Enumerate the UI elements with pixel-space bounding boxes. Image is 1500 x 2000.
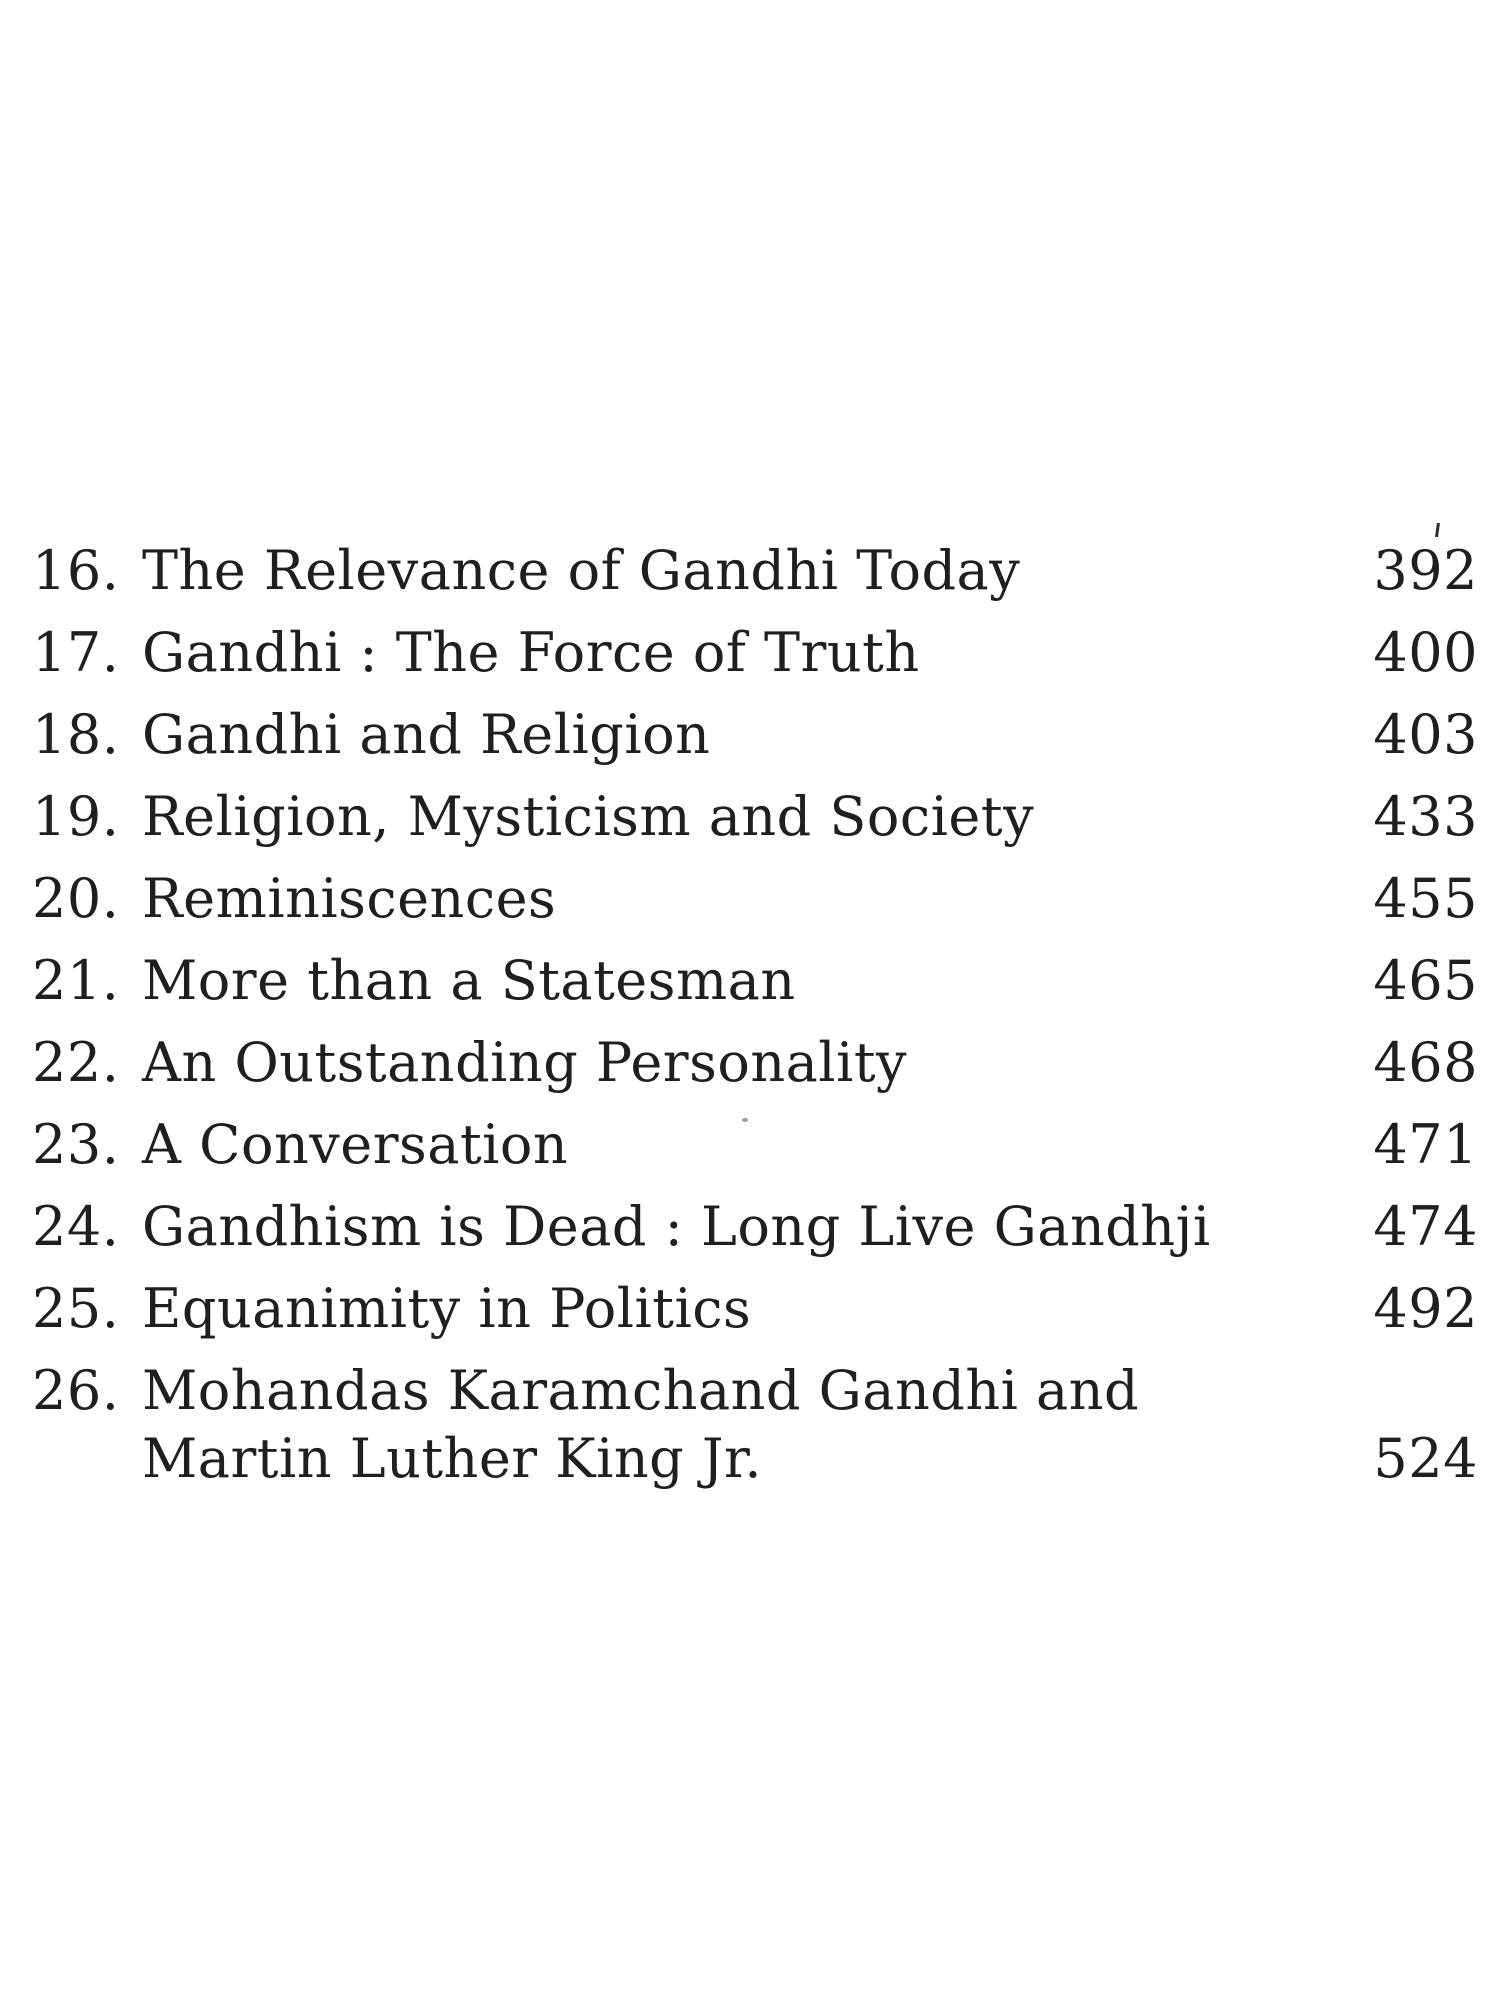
toc-entry xyxy=(32,776,1490,858)
chapter-number: 21. xyxy=(32,949,120,1012)
chapter-number: 19. xyxy=(32,785,120,848)
chapter-title: Gandhi and Religion xyxy=(142,703,711,766)
chapter-number: 16. xyxy=(32,539,120,602)
chapter-title: Gandhism is Dead : Long Live Gandhji xyxy=(142,1195,1211,1258)
page-number: 465 xyxy=(1373,949,1478,1012)
toc-entry xyxy=(32,1350,1490,1500)
toc-entry xyxy=(32,1186,1490,1268)
chapter-number: 18. xyxy=(32,703,120,766)
page-number: 400 xyxy=(1373,621,1478,684)
toc-entry xyxy=(32,1022,1490,1104)
toc-entry xyxy=(32,940,1490,1022)
chapter-title: Equanimity in Politics xyxy=(142,1277,752,1340)
chapter-number: 25. xyxy=(32,1277,120,1340)
chapter-title xyxy=(142,1350,1302,1493)
table-of-contents xyxy=(32,530,1490,1500)
toc-entry xyxy=(32,694,1490,776)
toc-entry xyxy=(32,858,1490,940)
chapter-title: An Outstanding Personality xyxy=(142,1031,908,1094)
page-number: 471 xyxy=(1373,1113,1478,1176)
toc-entry xyxy=(32,530,1490,612)
chapter-title: A Conversation xyxy=(142,1113,569,1176)
page-number: 455 xyxy=(1373,867,1478,930)
toc-entry xyxy=(32,1268,1490,1350)
chapter-number: 26. xyxy=(32,1359,120,1422)
chapter-number: 17. xyxy=(32,621,120,684)
chapter-title: Reminiscences xyxy=(142,867,557,930)
toc-entry xyxy=(32,1104,1490,1186)
page-number: 403 xyxy=(1373,703,1478,766)
page-number: 468 xyxy=(1373,1031,1478,1094)
page-number: 474 xyxy=(1373,1195,1478,1258)
page-number: 524 xyxy=(1373,1427,1478,1490)
chapter-number: 24. xyxy=(32,1195,120,1258)
chapter-number: 22. xyxy=(32,1031,120,1094)
page-number: 433 xyxy=(1373,785,1478,848)
chapter-title: The Relevance of Gandhi Today xyxy=(142,539,1021,602)
page-number: 392 xyxy=(1373,539,1478,602)
chapter-title: Religion, Mysticism and Society xyxy=(142,785,1035,848)
chapter-number: 20. xyxy=(32,867,120,930)
chapter-title: Gandhi : The Force of Truth xyxy=(142,621,920,684)
chapter-number: 23. xyxy=(32,1113,120,1176)
page-number: 492 xyxy=(1373,1277,1478,1340)
chapter-title-line: Mohandas Karamchand Gandhi and xyxy=(142,1359,1140,1422)
chapter-title-line: Martin Luther King Jr. xyxy=(142,1427,763,1490)
chapter-title: More than a Statesman xyxy=(142,949,796,1012)
toc-entry xyxy=(32,612,1490,694)
